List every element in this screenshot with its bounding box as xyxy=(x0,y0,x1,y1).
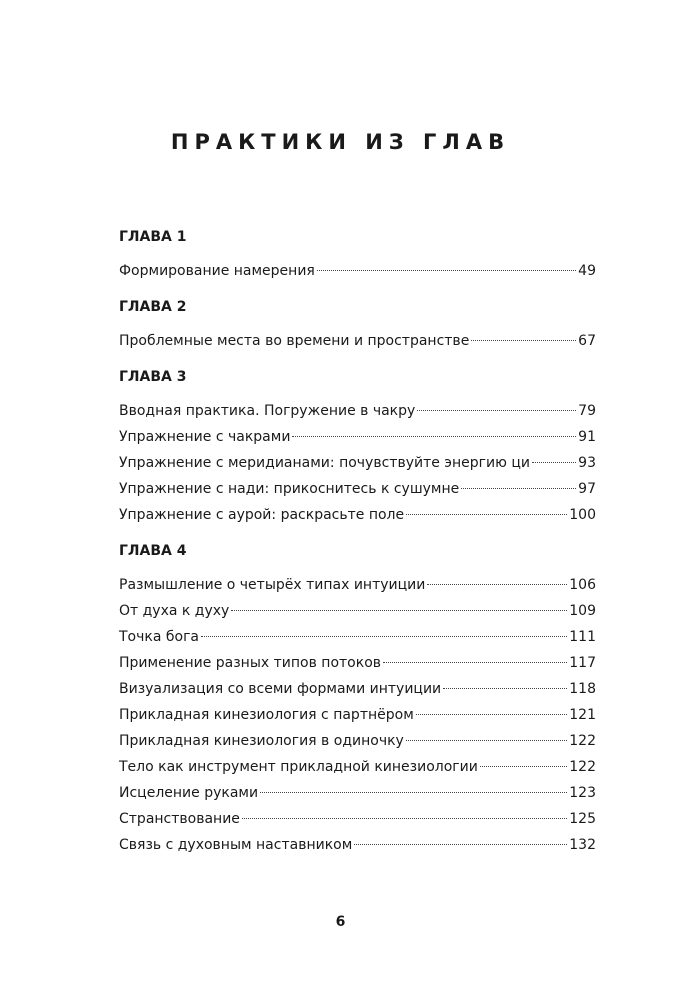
entry-page-number: 111 xyxy=(569,629,596,645)
entry-page-number: 123 xyxy=(569,785,596,801)
entry-page-number: 106 xyxy=(569,577,596,593)
entry-page-number: 122 xyxy=(569,733,596,749)
dot-leader xyxy=(317,270,576,271)
toc-entry[interactable] xyxy=(119,806,596,832)
toc-entry[interactable] xyxy=(119,832,596,858)
entry-page-number: 117 xyxy=(569,655,596,671)
toc-entry[interactable] xyxy=(119,728,596,754)
entry-page-number: 93 xyxy=(578,455,596,471)
chapter-4 xyxy=(119,540,596,858)
dot-leader xyxy=(480,766,567,767)
toc-entry[interactable] xyxy=(119,780,596,806)
dot-leader xyxy=(231,610,567,611)
dot-leader xyxy=(461,488,576,489)
entry-page-number: 97 xyxy=(578,481,596,497)
dot-leader xyxy=(201,636,567,637)
entry-title: Визуализация со всеми формами интуиции xyxy=(119,681,442,697)
entry-page-number: 49 xyxy=(578,263,596,279)
entry-page-number: 122 xyxy=(569,759,596,775)
entry-title: От духа к духу xyxy=(119,603,230,619)
dot-leader xyxy=(383,662,567,663)
entry-title: Прикладная кинезиология в одиночку xyxy=(119,733,404,749)
entry-title: Упражнение с аурой: раскрасьте поле xyxy=(119,507,405,523)
entry-title: Исцеление руками xyxy=(119,785,259,801)
entry-page-number: 132 xyxy=(569,837,596,853)
toc-entry[interactable] xyxy=(119,650,596,676)
entry-list xyxy=(119,398,596,528)
entry-list xyxy=(119,328,596,354)
entry-title: Связь с духовным наставником xyxy=(119,837,353,853)
chapter-1 xyxy=(119,226,596,284)
table-of-contents xyxy=(119,226,596,870)
entry-title: Размышление о четырёх типах интуиции xyxy=(119,577,426,593)
dot-leader xyxy=(292,436,576,437)
toc-entry[interactable] xyxy=(119,572,596,598)
dot-leader xyxy=(242,818,567,819)
chapter-heading: ГЛАВА 2 xyxy=(119,299,187,315)
page-title: ПРАКТИКИ ИЗ ГЛАВ xyxy=(170,130,511,154)
entry-page-number: 67 xyxy=(578,333,596,349)
entry-page-number: 121 xyxy=(569,707,596,723)
entry-title: Прикладная кинезиология с партнёром xyxy=(119,707,414,723)
dot-leader xyxy=(471,340,576,341)
entry-list xyxy=(119,572,596,858)
dot-leader xyxy=(260,792,567,793)
dot-leader xyxy=(406,740,567,741)
entry-list xyxy=(119,258,596,284)
toc-entry[interactable] xyxy=(119,258,596,284)
entry-title: Точка бога xyxy=(119,629,200,645)
toc-entry[interactable] xyxy=(119,754,596,780)
entry-title: Странствование xyxy=(119,811,240,827)
dot-leader xyxy=(416,714,568,715)
entry-title: Вводная практика. Погружение в чакру xyxy=(119,403,416,419)
entry-page-number: 109 xyxy=(569,603,596,619)
toc-entry[interactable] xyxy=(119,450,596,476)
entry-title: Упражнение с нади: прикоснитесь к сушумне xyxy=(119,481,460,497)
toc-entry[interactable] xyxy=(119,424,596,450)
dot-leader xyxy=(532,462,576,463)
entry-title: Формирование намерения xyxy=(119,263,315,279)
chapter-2 xyxy=(119,296,596,354)
toc-entry[interactable] xyxy=(119,398,596,424)
toc-entry[interactable] xyxy=(119,502,596,528)
chapter-heading: ГЛАВА 4 xyxy=(119,543,187,559)
entry-page-number: 125 xyxy=(569,811,596,827)
toc-entry[interactable] xyxy=(119,624,596,650)
entry-page-number: 91 xyxy=(578,429,596,445)
entry-page-number: 79 xyxy=(578,403,596,419)
entry-title: Проблемные места во времени и пространстве xyxy=(119,333,470,349)
toc-entry[interactable] xyxy=(119,476,596,502)
entry-title: Упражнение с чакрами xyxy=(119,429,291,445)
chapter-heading: ГЛАВА 3 xyxy=(119,369,187,385)
entry-page-number: 100 xyxy=(569,507,596,523)
chapter-3 xyxy=(119,366,596,528)
entry-title: Тело как инструмент прикладной кинезиологии xyxy=(119,759,478,775)
toc-entry[interactable] xyxy=(119,328,596,354)
toc-entry[interactable] xyxy=(119,598,596,624)
toc-entry[interactable] xyxy=(119,702,596,728)
dot-leader xyxy=(417,410,576,411)
dot-leader xyxy=(443,688,567,689)
toc-entry[interactable] xyxy=(119,676,596,702)
dot-leader xyxy=(354,844,567,845)
entry-title: Упражнение с меридианами: почувствуйте энергию ци xyxy=(119,455,530,471)
chapter-heading: ГЛАВА 1 xyxy=(119,229,187,245)
page-number: 6 xyxy=(335,914,346,930)
dot-leader xyxy=(427,584,567,585)
dot-leader xyxy=(406,514,567,515)
entry-title: Применение разных типов потоков xyxy=(119,655,382,671)
entry-page-number: 118 xyxy=(569,681,596,697)
